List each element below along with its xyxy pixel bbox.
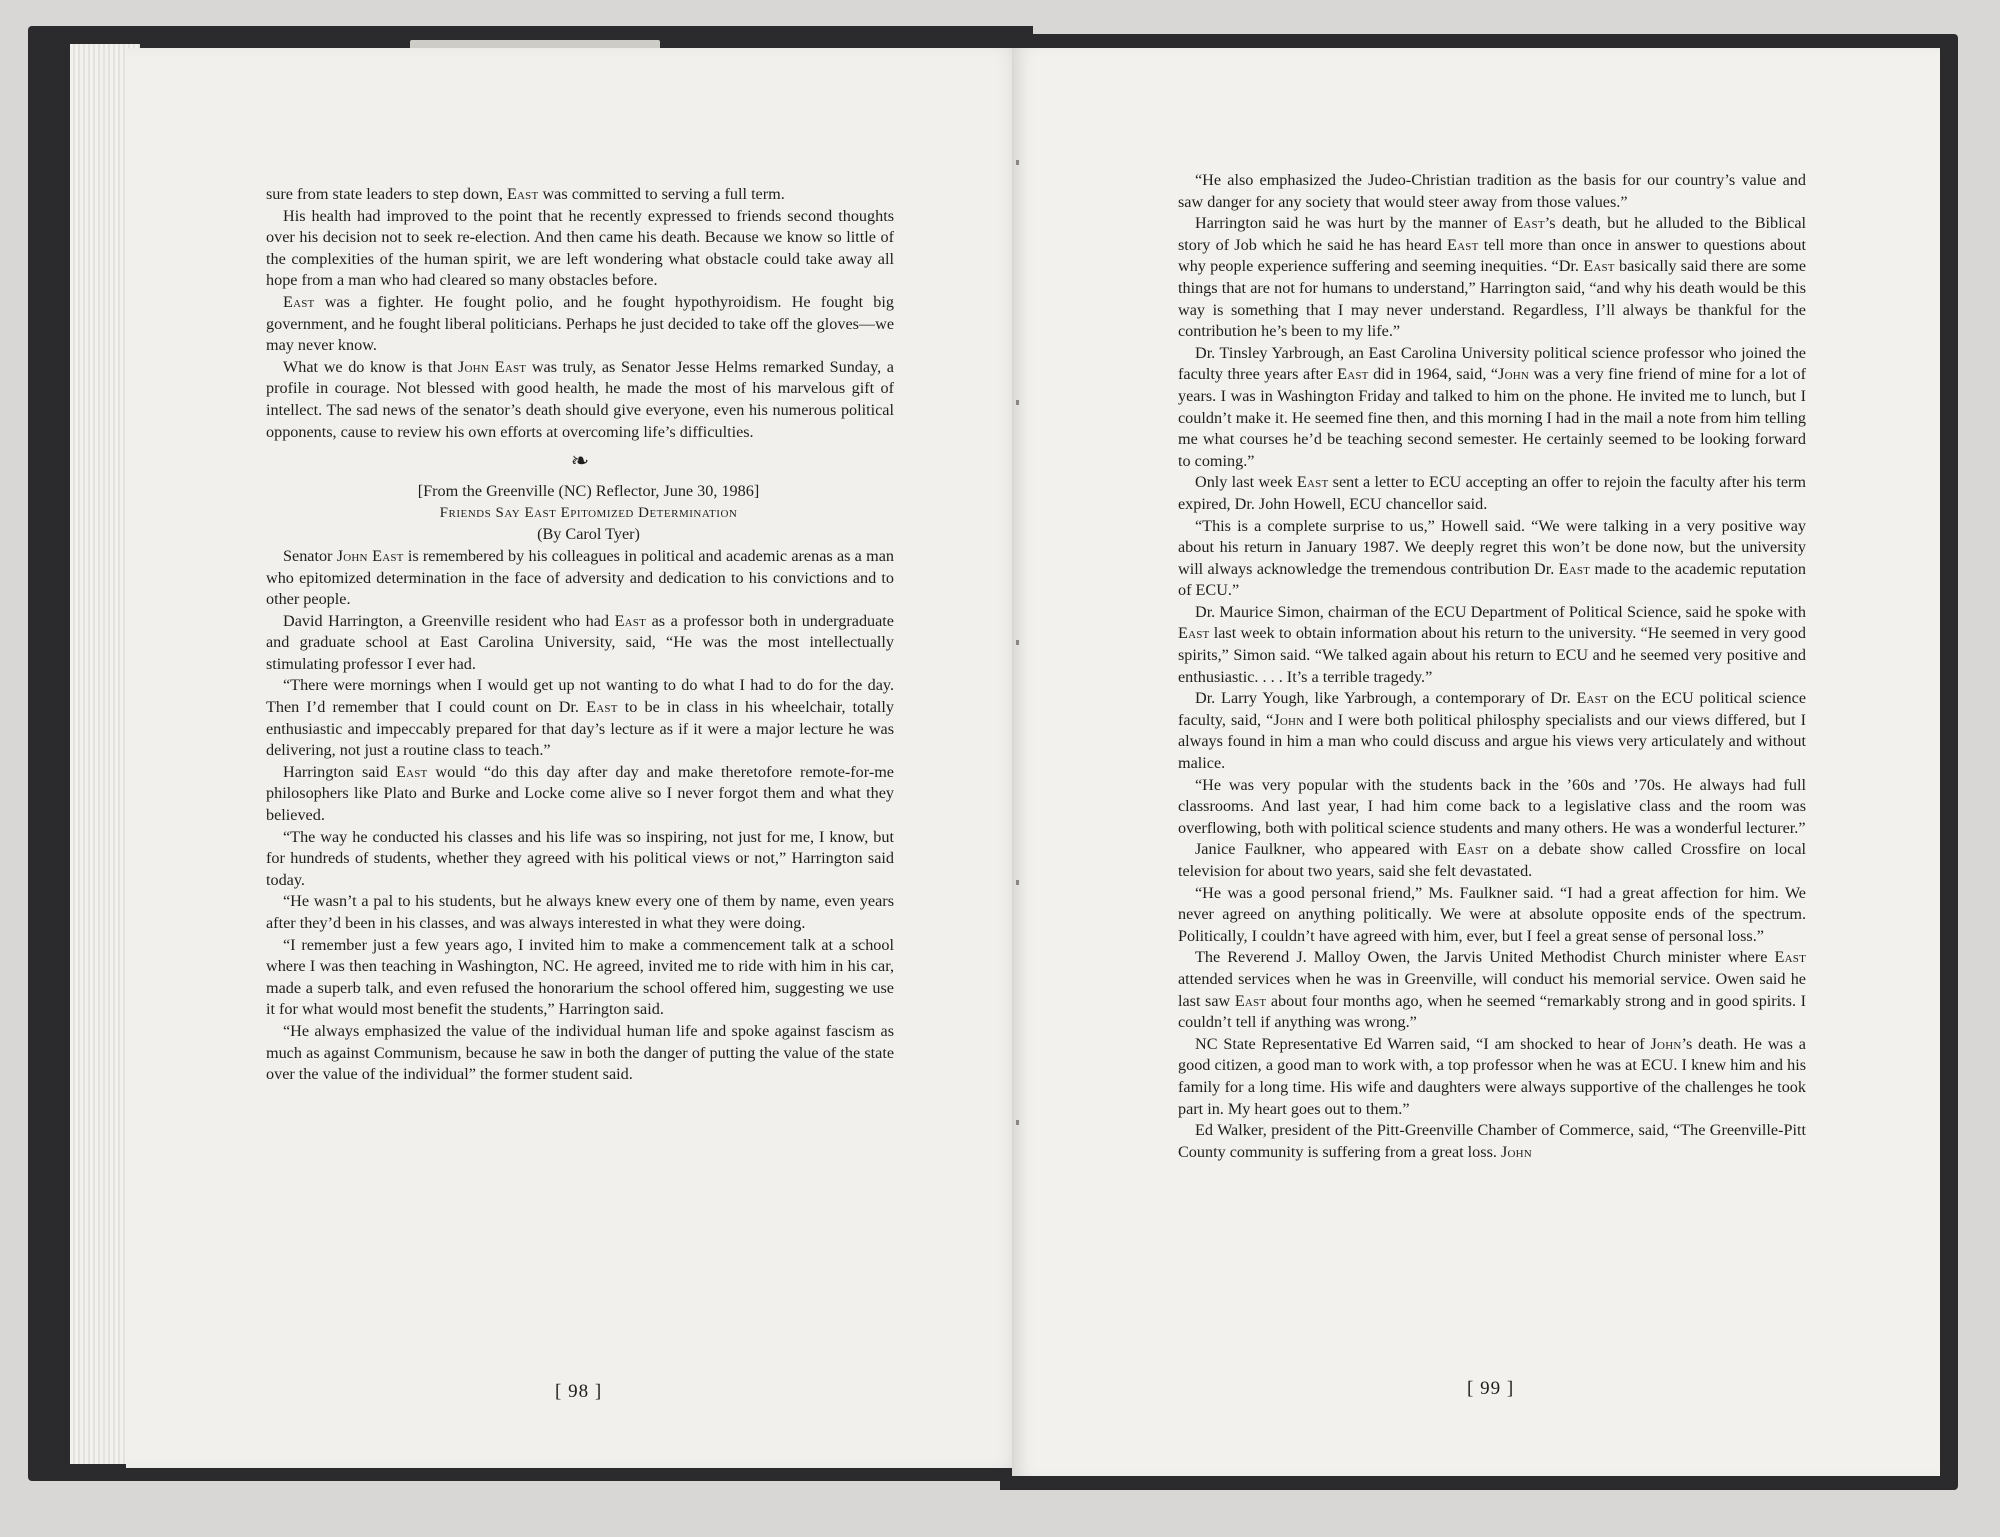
body-paragraph: Harrington said he was hurt by the manner of East’s death, but he alluded to the Biblical story of Job which he said he has heard East tell more than once in answer to questions about why people experience suffering and seeming inequities. “Dr. East basically said there are some things that are not for humans to understand,” Harrington said, “and why his death would be this way is something that I may never understand. Regardless, I’ll always be thankful for the contribution he’s been to my life.” bbox=[1178, 214, 1806, 341]
body-paragraph: His health had improved to the point that he recently expressed to friends second thoughts over his decision not to seek re-election. And then came his death. Because we know so little of the complexities of the human spirit, we are left wondering what obstacle could take away all hope from a man who had cleared so many obstacles before. bbox=[266, 206, 894, 290]
body-paragraph: What we do know is that John East was truly, as Senator Jesse Helms remarked Sunday, a profile in courage. Not blessed with good health, he made the most of his marvelous gift of intellect. The sad news of the senator’s death should give everyone, even his numerous political opponents, cause to review his own efforts at overcoming life’s difficulties. bbox=[266, 357, 894, 441]
body-paragraph: Dr. Maurice Simon, chairman of the ECU Department of Political Science, said he spoke with East last week to obtain information about his return to the university. “He seemed in very good spirits,” Simon said. “We talked again about his return to ECU and he seemed very positive and enthusiastic. . . . It’s a terrible tragedy.” bbox=[1178, 602, 1806, 686]
body-paragraph: “He was very popular with the students back in the ’60s and ’70s. He always had full classrooms. And last year, I had him come back to a legislative class and the room was overflowing, both with political science students and many others. He was a wonderful lecturer.” bbox=[1178, 775, 1806, 837]
body-paragraph: Only last week East sent a letter to ECU accepting an offer to rejoin the faculty after his term expired, Dr. John Howell, ECU chancellor said. bbox=[1178, 473, 1807, 513]
body-paragraph: “He wasn’t a pal to his students, but he always knew every one of them by name, even years after they’d been in his classes, and was always interested in what they were doing. bbox=[266, 892, 894, 932]
body-paragraph: Dr. Tinsley Yarbrough, an East Carolina University political science professor who joined the faculty three years after East did in 1964, said, “John was a very fine friend of mine for a lot of years. I was in Washington Friday and talked to him on the phone. He invited me to lunch, but I couldn’t make it. He seemed fine then, and this morning I had in the mail a note from him telling me what courses he’d be teaching second semester. He certainly seemed to be looking forward to coming.” bbox=[1178, 343, 1806, 470]
body-paragraph: Janice Faulkner, who appeared with East on a debate show called Crossfire on local television for about two years, said she felt devastated. bbox=[1178, 840, 1807, 880]
body-paragraph: David Harrington, a Greenville resident who had East as a professor both in undergraduate and graduate school at East Carolina University, said, “He was the most intellectually stimulating professor I ever had. bbox=[266, 611, 894, 673]
body-paragraph: Senator John East is remembered by his colleagues in political and academic arenas as a man who epitomized determination in the face of adversity and dedication to his convictions and to other people. bbox=[266, 546, 894, 609]
body-paragraph: “The way he conducted his classes and his life was so inspiring, not just for me, I know, but for hundreds of students, whether they agreed with his political views or not,” Harrington said today. bbox=[266, 827, 894, 889]
body-paragraph: “He also emphasized the Judeo-Christian tradition as the basis for our country’s value and saw danger for any society that would steer away from those values.” bbox=[1178, 171, 1806, 211]
body-paragraph: East was a fighter. He fought polio, and he fought hypothyroidism. He fought big government, and he fought liberal politicians. Perhaps he just decided to take off the gloves—we may never know. bbox=[266, 292, 894, 355]
spine-stitch bbox=[1016, 1120, 1019, 1125]
right-page-text bbox=[1178, 170, 1806, 1163]
article-byline: (By Carol Tyer) bbox=[537, 525, 640, 544]
source-line: [From the Greenville (NC) Reflector, June 30, 1986] bbox=[417, 482, 760, 501]
body-paragraph: “He was a good personal friend,” Ms. Faulkner said. “I had a great affection for him. We never agreed on anything politically. We were at absolute opposite ends of the spectrum. Politically, I couldn’t have agreed with him, ever, but I feel a great sense of personal loss.” bbox=[1178, 883, 1806, 945]
body-paragraph: Harrington said East would “do this day after day and make theretofore remote-for-me philosophers like Plato and Burke and Locke come alive so I never forgot them and what they believed. bbox=[266, 762, 894, 825]
body-paragraph: “This is a complete surprise to us,” Howell said. “We were talking in a very positive way about his return in January 1987. We deeply regret this won’t be done now, but the university will always acknowledge the tremendous contribution Dr. East made to the academic reputation of ECU.” bbox=[1178, 516, 1806, 600]
page-number-left: [ 98 ] bbox=[555, 1381, 603, 1402]
spine-stitch bbox=[1016, 160, 1019, 165]
body-paragraph: sure from state leaders to step down, East was committed to serving a full term. bbox=[266, 185, 785, 203]
left-page-text bbox=[266, 184, 894, 1086]
body-paragraph: “There were mornings when I would get up not wanting to do what I had to do for the day. Then I’d remember that I could count on Dr. East to be in class in his wheelchair, totally enthusiastic and impeccably prepared for that day’s lecture as if it were a major lecture he was delivering, not just a routine class to teach.” bbox=[266, 676, 895, 760]
left-paragraphs-bottom bbox=[266, 546, 894, 1086]
body-paragraph: “He always emphasized the value of the individual human life and spoke against fascism as much as against Communism, because he saw in both the danger of putting the value of the state over the value of the individual” the former student said. bbox=[266, 1021, 894, 1084]
body-paragraph: Dr. Larry Yough, like Yarbrough, a contemporary of Dr. East on the ECU political science faculty, said, “John and I were both political philosphy specialists and our views differed, but I always found in him a man who could discuss and argue his views very articulately and without malice. bbox=[1178, 689, 1806, 773]
spine-stitch bbox=[1016, 400, 1019, 405]
spine-stitch bbox=[1016, 640, 1019, 645]
body-paragraph: NC State Representative Ed Warren said, “I am shocked to hear of John’s death. He was a good citizen, a good man to work with, a top professor when he was at ECU. I knew him and his family for a long time. His wife and daughters were always supportive of the challenges he took part in. My heart goes out to them.” bbox=[1178, 1034, 1806, 1118]
article-heading: Friends Say East Epitomized Determination bbox=[439, 504, 738, 521]
left-paragraphs-top bbox=[266, 184, 894, 443]
body-paragraph: Ed Walker, president of the Pitt-Greenville Chamber of Commerce, said, “The Greenville-Pitt County community is suffering from a great loss. John bbox=[1178, 1121, 1806, 1161]
section-ornament: ❧ bbox=[570, 448, 590, 474]
body-paragraph: “I remember just a few years ago, I invited him to make a commencement talk at a school where I was then teaching in Washington, NC. He agreed, invited me to ride with him in his car, made a superb talk, and even refused the honorarium the school offered him, suggesting we use it for what would most benefit the students,” Harrington said. bbox=[266, 935, 894, 1019]
page-number-right: [ 99 ] bbox=[1467, 1378, 1515, 1399]
body-paragraph: The Reverend J. Malloy Owen, the Jarvis United Methodist Church minister where East attended services when he was in Greenville, will conduct his memorial service. Owen said he last saw East about four months ago, when he seemed “remarkably strong and in good spirits. I couldn’t tell if anything was wrong.” bbox=[1178, 948, 1806, 1032]
right-paragraphs bbox=[1178, 170, 1806, 1163]
spine-stitch bbox=[1016, 880, 1019, 885]
